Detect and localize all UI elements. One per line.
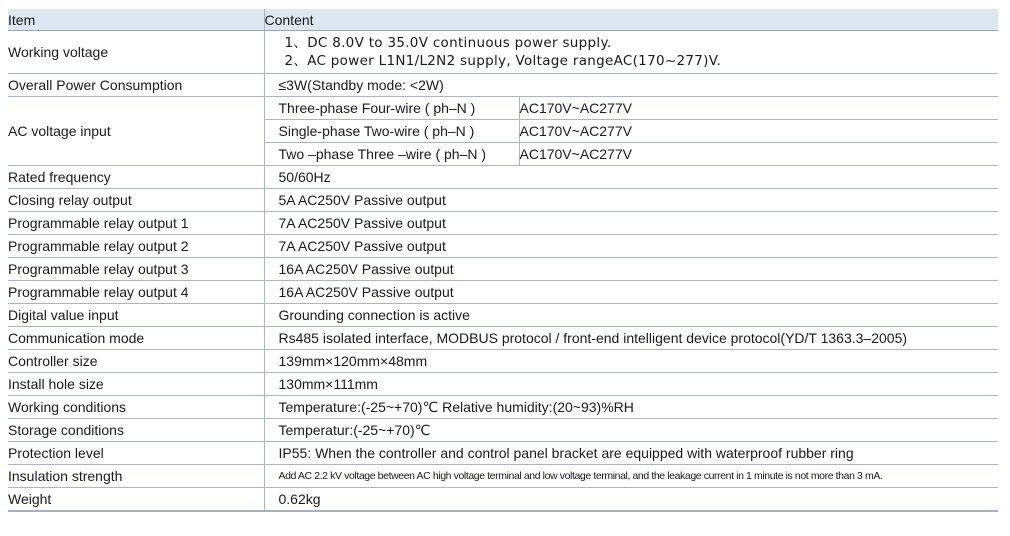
row-content: 16A AC250V Passive output bbox=[264, 281, 998, 304]
table-row bbox=[8, 419, 998, 442]
row-content: ≤3W(Standby mode: <2W) bbox=[264, 74, 998, 97]
table-row bbox=[8, 396, 998, 419]
row-item-label: Working voltage bbox=[8, 31, 264, 74]
table-row bbox=[8, 97, 998, 120]
table-header-row bbox=[8, 9, 998, 31]
header-content: Content bbox=[264, 9, 998, 31]
row-content: Rs485 isolated interface, MODBUS protocol / front-end intelligent device protocol(YD/T 1363.3–2005) bbox=[264, 327, 998, 350]
table-row bbox=[8, 442, 998, 465]
table-row bbox=[8, 258, 998, 281]
table-row bbox=[8, 212, 998, 235]
table-row bbox=[8, 373, 998, 396]
row-item-label: Insulation strength bbox=[8, 465, 264, 488]
ac-mode: Three-phase Four-wire ( ph–N ) bbox=[264, 97, 519, 120]
row-content: Temperature:(-25~+70)℃ Relative humidity:(20~93)%RH bbox=[264, 396, 998, 419]
row-item-label: Working conditions bbox=[8, 396, 264, 419]
ac-mode: Two –phase Three –wire ( ph–N ) bbox=[264, 143, 519, 166]
ac-range: AC170V~AC277V bbox=[519, 97, 998, 120]
row-content: 7A AC250V Passive output bbox=[264, 212, 998, 235]
spec-table bbox=[8, 9, 998, 512]
table-row bbox=[8, 31, 998, 74]
row-content: Grounding connection is active bbox=[264, 304, 998, 327]
row-item-label: Programmable relay output 4 bbox=[8, 281, 264, 304]
row-item-label: Closing relay output bbox=[8, 189, 264, 212]
row-item-label: Digital value input bbox=[8, 304, 264, 327]
row-content: Add AC 2.2 kV voltage between AC high voltage terminal and low voltage terminal, and the leakage current in 1 minute is not more than 3 mA. bbox=[264, 465, 998, 488]
row-content bbox=[264, 31, 998, 74]
row-item-label: Controller size bbox=[8, 350, 264, 373]
row-content: 16A AC250V Passive output bbox=[264, 258, 998, 281]
row-content: 130mm×111mm bbox=[264, 373, 998, 396]
ac-mode: Single-phase Two-wire ( ph–N ) bbox=[264, 120, 519, 143]
row-item-label: Install hole size bbox=[8, 373, 264, 396]
header-item: Item bbox=[8, 9, 264, 31]
table-row bbox=[8, 235, 998, 258]
row-content: Temperatur:(-25~+70)℃ bbox=[264, 419, 998, 442]
table-row bbox=[8, 327, 998, 350]
table-row bbox=[8, 281, 998, 304]
row-item-label: Protection level bbox=[8, 442, 264, 465]
ac-range: AC170V~AC277V bbox=[519, 120, 998, 143]
row-content: 0.62kg bbox=[264, 488, 998, 512]
row-item-label: Programmable relay output 1 bbox=[8, 212, 264, 235]
row-content: 50/60Hz bbox=[264, 166, 998, 189]
table-row bbox=[8, 304, 998, 327]
row-item-label: Rated frequency bbox=[8, 166, 264, 189]
row-item-label: AC voltage input bbox=[8, 97, 264, 166]
row-content: 139mm×120mm×48mm bbox=[264, 350, 998, 373]
table-row bbox=[8, 189, 998, 212]
row-content: 7A AC250V Passive output bbox=[264, 235, 998, 258]
table-row bbox=[8, 350, 998, 373]
row-content: 5A AC250V Passive output bbox=[264, 189, 998, 212]
table-row bbox=[8, 465, 998, 488]
table-row bbox=[8, 488, 998, 512]
voltage-line-1: 1、DC 8.0V to 35.0V continuous power supply. bbox=[284, 35, 612, 51]
row-item-label: Overall Power Consumption bbox=[8, 74, 264, 97]
row-content: IP55: When the controller and control panel bracket are equipped with waterproof rubber ring bbox=[264, 442, 998, 465]
row-item-label: Communication mode bbox=[8, 327, 264, 350]
ac-range: AC170V~AC277V bbox=[519, 143, 998, 166]
voltage-line-2: 2、AC power L1N1/L2N2 supply, Voltage rangeAC(170~277)V. bbox=[284, 53, 722, 69]
row-item-label: Programmable relay output 3 bbox=[8, 258, 264, 281]
table-row bbox=[8, 74, 998, 97]
row-item-label: Programmable relay output 2 bbox=[8, 235, 264, 258]
row-item-label: Weight bbox=[8, 488, 264, 512]
row-item-label: Storage conditions bbox=[8, 419, 264, 442]
table-row bbox=[8, 166, 998, 189]
